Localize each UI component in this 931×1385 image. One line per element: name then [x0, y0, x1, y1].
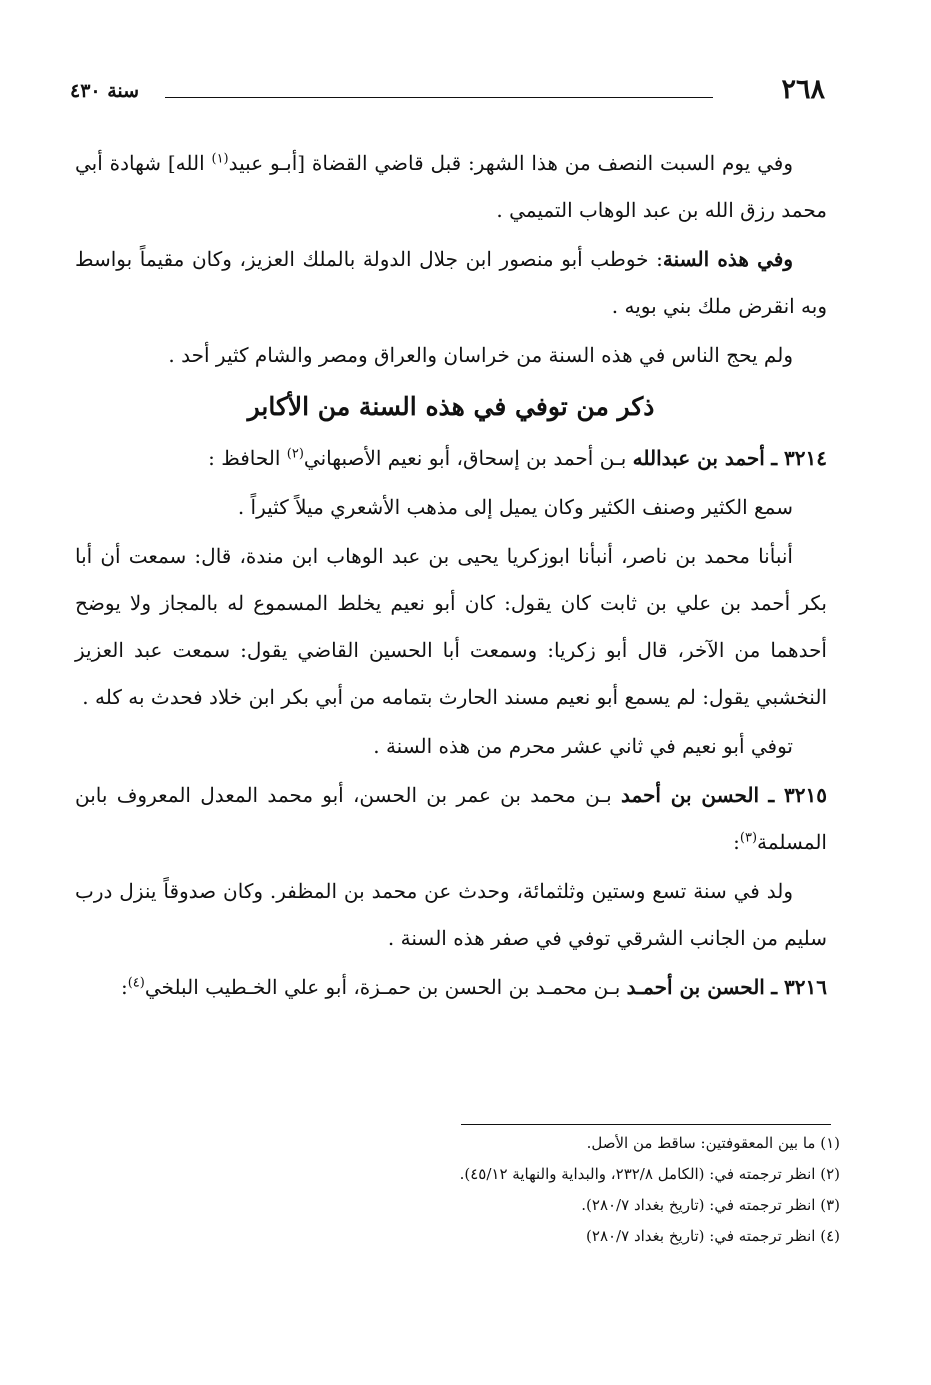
- paragraph-death-date: توفي أبو نعيم في ثاني عشر محرم من هذه السنة .: [373, 734, 793, 758]
- running-title: سنة ٤٣٠: [70, 80, 140, 102]
- paragraph-qadi-testimony: وفي يوم السبت النصف من هذا الشهر: قبل قاضي القضاة [أبـو عبيد$^{(١)}$ الله] شهادة أبي محمد رزق الله بن عبد الوهاب التميمي .: [75, 151, 827, 222]
- entry-name: الحسن بن أحمد: [620, 783, 760, 807]
- paragraph-malik-aziz: وفي هذه السنة: خوطب أبو منصور ابن جلال الدولة بالملك العزيز، وكان مقيماً بواسط وبه انقرض ملك بني بويه .: [75, 247, 827, 318]
- footnote-4: (٤) انظر ترجمته في: (تاريخ بغداد ٢٨٠/٧): [586, 1227, 840, 1245]
- footnote-2: (٢) انظر ترجمته في: (الكامل ٢٣٢/٨، والبداية والنهاية ٤٥/١٢).: [459, 1165, 840, 1183]
- section-title: ذكر من توفي في هذه السنة من الأكابر: [247, 392, 655, 421]
- page-number: ٢٦٨: [781, 74, 825, 105]
- footnote-ref-2[interactable]: (٢): [286, 446, 304, 462]
- entry-number: ٣٢١٤ ـ: [771, 446, 827, 470]
- header-rule: [165, 97, 713, 98]
- paragraph-abu-nuaym-study: سمع الكثير وصنف الكثير وكان يميل إلى مذهب الأشعري ميلاً كثيراً .: [237, 495, 793, 519]
- footnote-ref-4[interactable]: (٤): [127, 975, 145, 991]
- paragraph-hajj: ولم يحج الناس في هذه السنة من خراسان والعراق ومصر والشام كثير أحد .: [168, 343, 793, 367]
- footnote-ref-3[interactable]: (٣): [739, 830, 758, 846]
- entry-name: أحمد بن عبدالله: [632, 446, 765, 470]
- footnote-ref-1[interactable]: (١): [211, 151, 229, 167]
- main-text: [75, 140, 827, 1011]
- entry-number: ٣٢١٥ ـ: [768, 783, 828, 807]
- entry-name: الحسن بن أحمـد: [626, 975, 765, 999]
- entry-3215-heading: ٣٢١٥ ـ الحسن بن أحمد بـن محمد بن عمر بن الحسن، أبو محمد المعدل المعروف بابن المسلمة$^{(٣)}$:: [75, 783, 828, 854]
- entry-number: ٣٢١٦ ـ: [771, 975, 827, 999]
- entry-3214-heading: ٣٢١٤ ـ أحمد بن عبدالله بـن أحمد بن إسحاق، أبو نعيم الأصبهاني$^{(٢)}$ الحافظ :: [208, 446, 827, 470]
- paragraph-ibn-muslima: ولد في سنة تسع وستين وثلثمائة، وحدث عن محمد بن المظفر. وكان صدوقاً ينزل درب سليم من الجانب الشرقي توفي في صفر هذه السنة .: [75, 879, 827, 950]
- page-header: [70, 72, 825, 112]
- paragraph-isnad: أنبأنا محمد بن ناصر، أنبأنا ابوزكريا يحيى بن عبد الوهاب ابن مندة، قال: سمعت أن أبا بكر أحمد بن علي بن ثابت كان يقول: كان أبو نعيم يخلط المسموع له بالمجاز ولا يوضح أحدهما من الآخر، قال أبو زكريا: وسمعت أبا الحسين القاضي يقول: سمعت عبد العزيز النخشبي يقول: لم يسمع أبو نعيم مسند الحارث بتمامه من أبي بكر ابن خلاد فحدث به كله .: [75, 544, 827, 709]
- entry-3216-heading: ٣٢١٦ ـ الحسن بن أحمـد بـن محمـد بن الحسن بن حمـزة، أبو علي الخـطيب البلخي$^{(٤)}$:: [120, 975, 827, 999]
- footnotes: [90, 1128, 840, 1252]
- footnote-3: (٣) انظر ترجمته في: (تاريخ بغداد ٢٨٠/٧).: [581, 1196, 840, 1214]
- footnote-1: (١) ما بين المعقوفتين: ساقط من الأصل.: [586, 1134, 840, 1152]
- footnote-rule: [461, 1124, 831, 1125]
- lead-phrase: وفي هذه السنة: [662, 247, 793, 271]
